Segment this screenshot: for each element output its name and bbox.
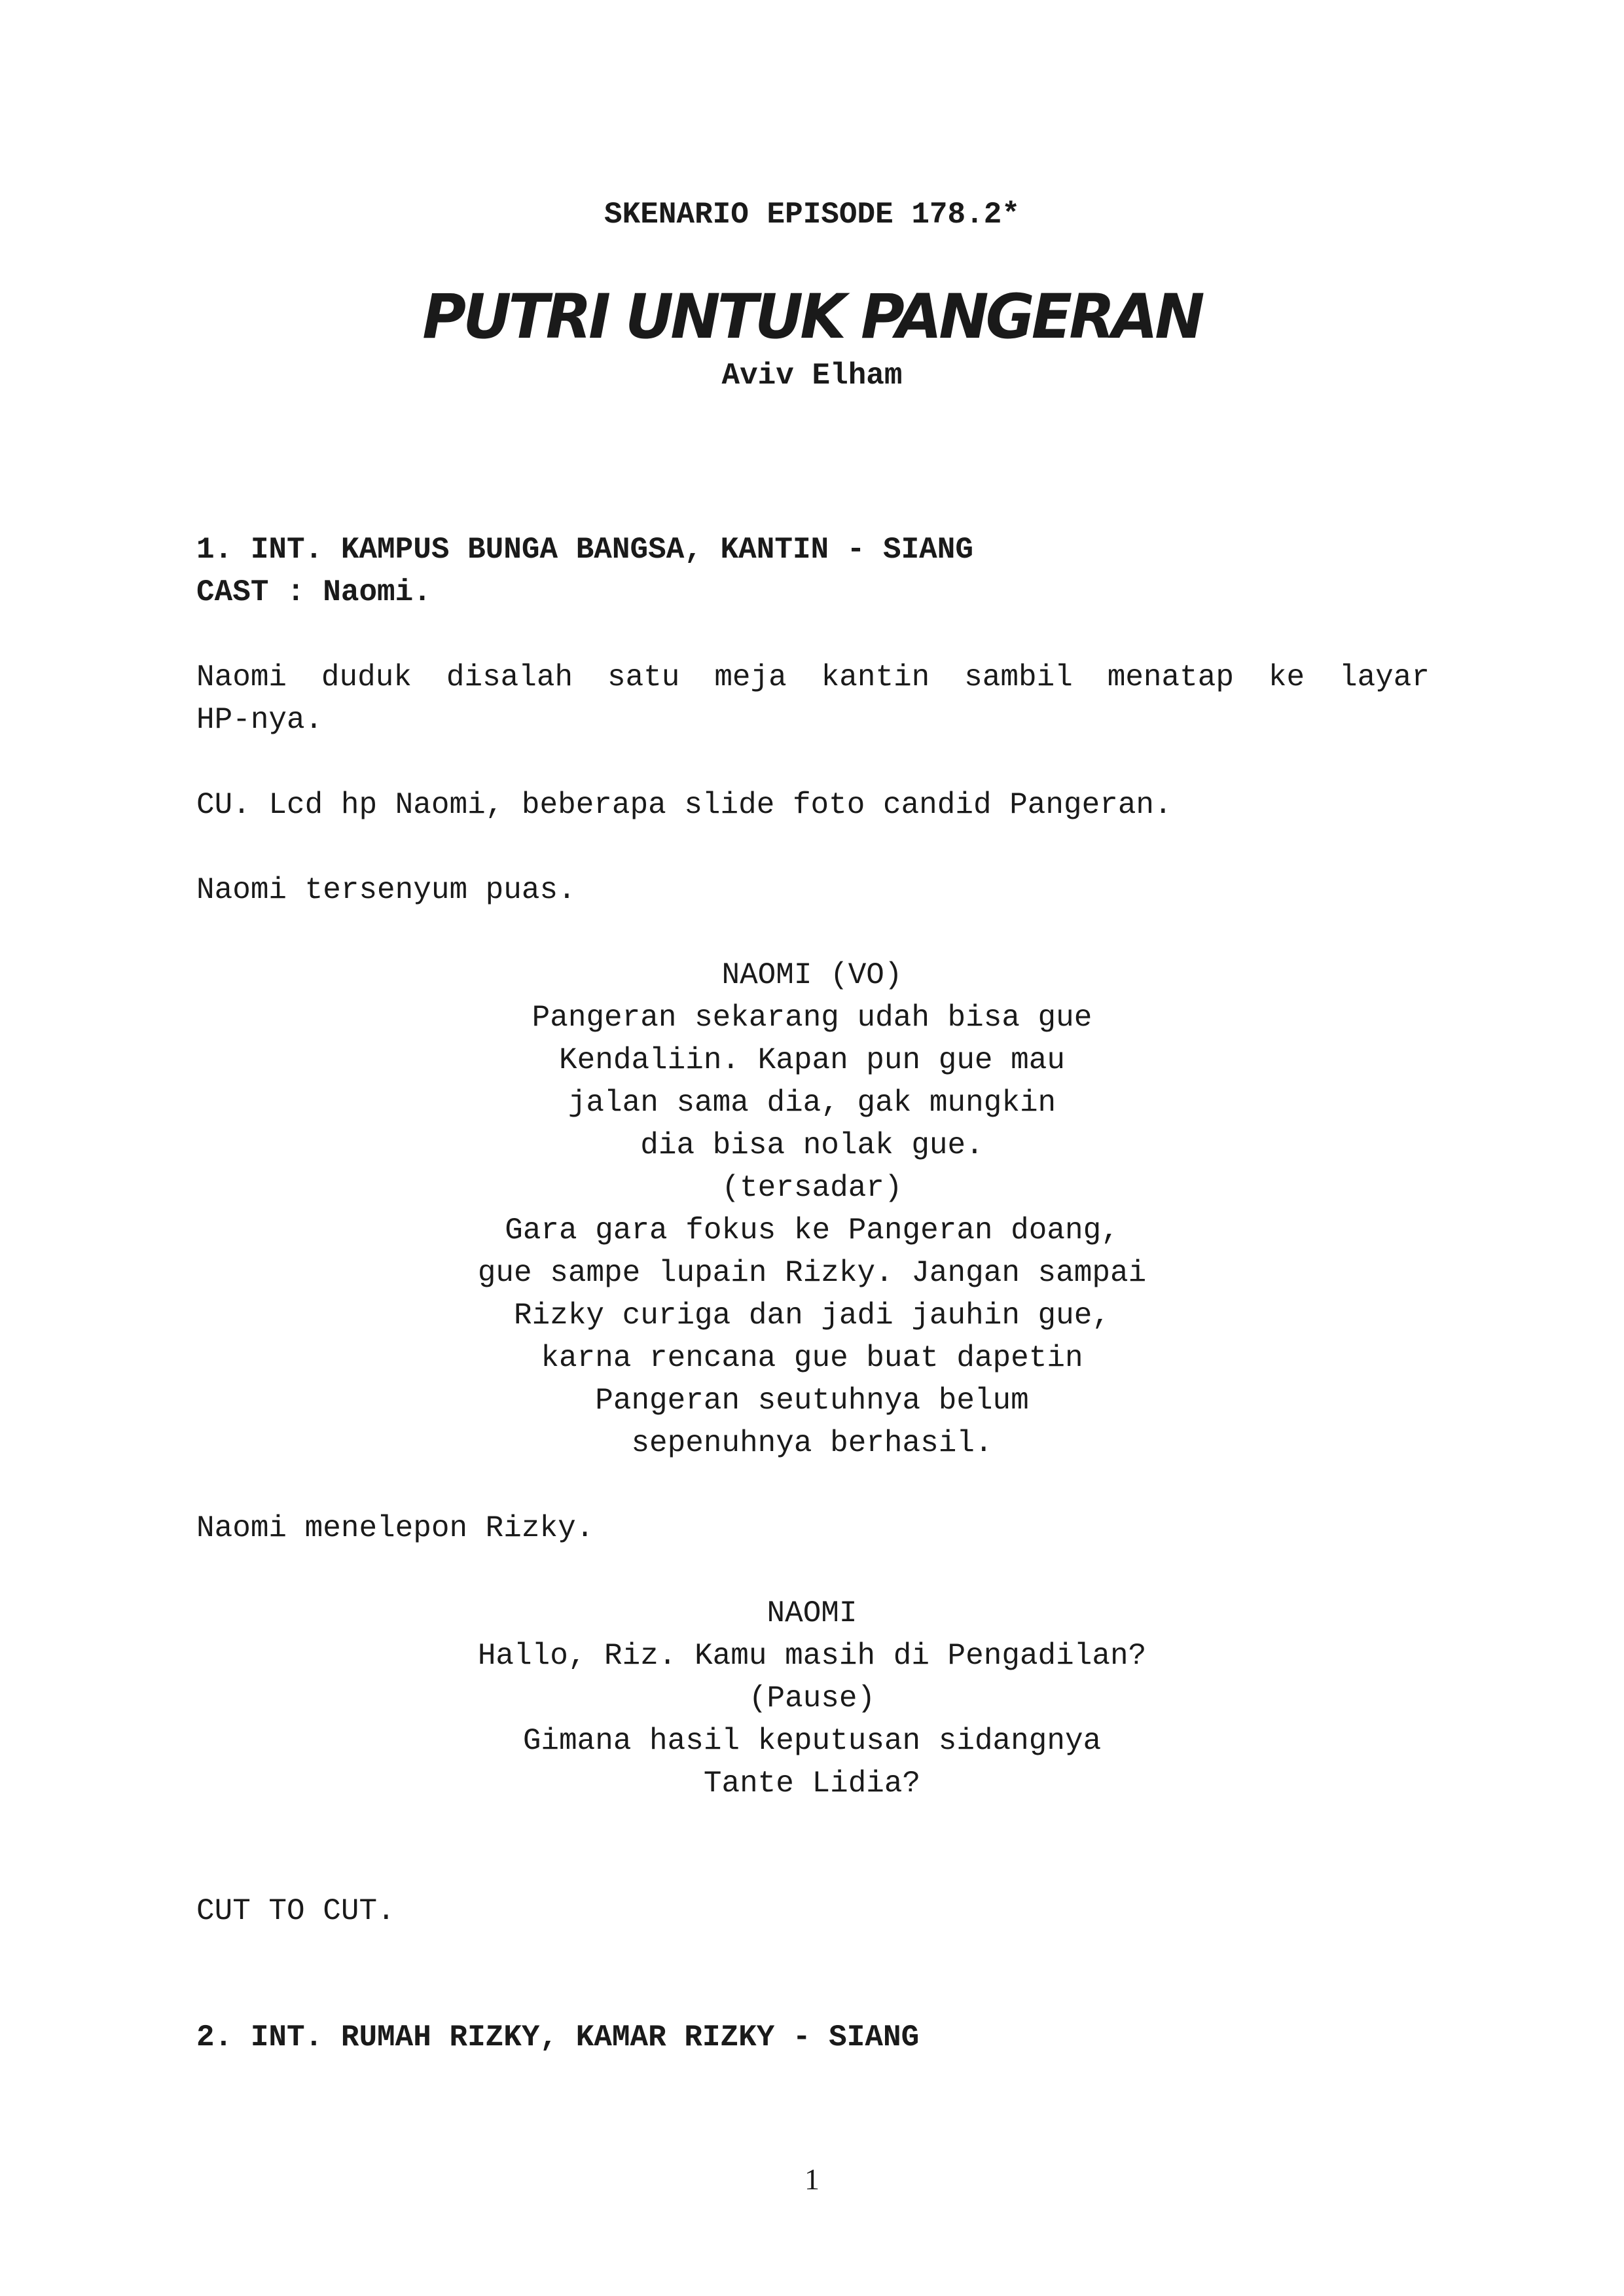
dialog-line: Kendaliin. Kapan pun gue mau [559, 1043, 1065, 1077]
scene-1-action-4: Naomi menelepon Rizky. [196, 1511, 594, 1545]
scene-1-action-1-line-1: Naomi duduk disalah satu meja kantin sambil menatap ke layar [196, 660, 1430, 694]
episode-heading: SKENARIO EPISODE 178.2* [604, 198, 1020, 232]
dialog-block-1 [0, 954, 1624, 1465]
dialog-line: Tante Lidia? [703, 1767, 921, 1801]
scene-1-action-1-line-2: HP-nya. [196, 703, 323, 737]
dialog-line: dia bisa nolak gue. [640, 1128, 984, 1162]
scene-1-action-2: CU. Lcd hp Naomi, beberapa slide foto candid Pangeran. [196, 788, 1172, 822]
script-title: PUTRI UNTUK PANGERAN [422, 281, 1202, 353]
dialog-line: jalan sama dia, gak mungkin [568, 1086, 1056, 1120]
parenthetical: (tersadar) [721, 1171, 903, 1205]
dialog-line: Hallo, Riz. Kamu masih di Pengadilan? [477, 1639, 1147, 1673]
dialog-block-2 [0, 1592, 1624, 1805]
parenthetical: (Pause) [748, 1681, 876, 1715]
author-name: Aviv Elham [721, 359, 903, 393]
scene-1-cast: CAST : Naomi. [196, 575, 431, 609]
dialog-line: Rizky curiga dan jadi jauhin gue, [514, 1299, 1110, 1333]
dialog-line: Gimana hasil keputusan sidangnya [522, 1724, 1102, 1758]
page-number: 1 [804, 2162, 820, 2196]
dialog-line: Pangeran seutuhnya belum [595, 1384, 1029, 1418]
character-name: NAOMI [767, 1596, 857, 1630]
scene-1-heading: 1. INT. KAMPUS BUNGA BANGSA, KANTIN - SIANG [196, 533, 973, 567]
transition: CUT TO CUT. [196, 1894, 395, 1928]
dialog-line: gue sampe lupain Rizky. Jangan sampai [477, 1256, 1147, 1290]
character-name: NAOMI (VO) [721, 958, 903, 992]
dialog-line: Pangeran sekarang udah bisa gue [532, 1001, 1092, 1035]
dialog-line: karna rencana gue buat dapetin [541, 1341, 1083, 1375]
dialog-line: Gara gara fokus ke Pangeran doang, [505, 1213, 1119, 1247]
dialog-line: sepenuhnya berhasil. [631, 1426, 993, 1460]
scene-1-action-3: Naomi tersenyum puas. [196, 873, 576, 907]
scene-2-heading: 2. INT. RUMAH RIZKY, KAMAR RIZKY - SIANG [196, 2020, 920, 2054]
